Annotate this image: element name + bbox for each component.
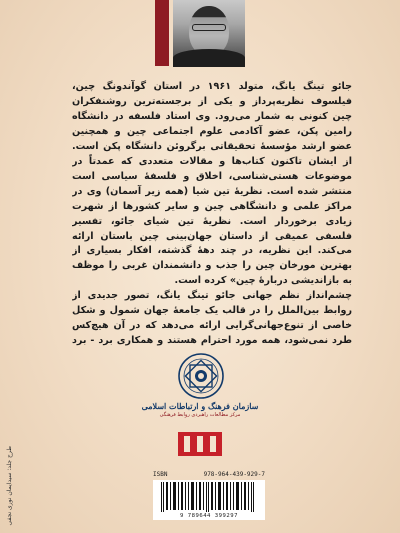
author-shoulders [173,49,245,67]
isbn-label: ISBN [153,471,168,478]
description-paragraph-2: چشم‌انداز نظم جهانی جائو تینگ یانگ، تصور جدیدی از روابط بین‌الملل را در قالب یک جامعهٔ جهان شمول و شکل خاصی از تنوع‌جهانی‌گرایی ارائه می‌دهد که در آن هیچ‌کس طرد نمی‌شود، همه مورد احترام هستند و همکاری برد - برد [72,290,352,346]
publisher-logo [178,432,222,456]
red-accent-bar [155,0,169,66]
barcode-digits: 9 789644 399297 [153,512,265,520]
author-photo [173,0,245,67]
barcode-icon [153,480,265,512]
description-paragraph-1: جائو تینگ یانگ، متولد ۱۹۶۱ در استان گوآندونگ چین، فیلسوف نظریه‌پرداز و یکی از برجسته‌ترین روشنفکران چین کنونی به شمار می‌رود. وی استاد فلسفه در دانشگاه رامین پکن، عضو آکادمی علوم اجتماعی چین و همچنین عضو ارشد مؤسسهٔ تحقیقاتی برگروئن دانشگاه پکن است. از ایشان تاکنون کتاب‌ها و مقالات متعددی که عمدتاً در موضوعات هستی‌شناسی، اخلاق و فلسفهٔ سیاسی است منتشر شده است. نظریهٔ تین شیا (همه زیر آسمان) وی در مراکز علمی و دانشگاهی چین و سایر کشورها از شهرت زیادی برخوردار است. نظریهٔ تین شیای جائو، تفسیر فلسفی عمیقی از داستان جهان‌بینی چین باستان ارائه می‌کند. این نظریه، در چند دههٔ گذشته، افکار بسیاری از بهترین مورخان چین را جذب و دانشمندان غربی را موظف به بازاندیشی دربارهٔ چین» کرده است. [72,81,352,287]
organization-name: سازمان فرهنگ و ارتباطات اسلامی [141,401,259,411]
designer-credit: طرح جلد: سیدایمان نوری نجفی [6,446,13,526]
isbn-block [153,471,265,521]
organization-emblem-icon [177,352,225,400]
isbn-number: 978-964-439-929-7 [203,471,265,478]
isbn-line [153,471,265,479]
organization-subtitle: مرکز مطالعات راهبردی روابط فرهنگی [159,412,241,418]
book-description [72,80,352,346]
author-glasses [192,24,226,31]
